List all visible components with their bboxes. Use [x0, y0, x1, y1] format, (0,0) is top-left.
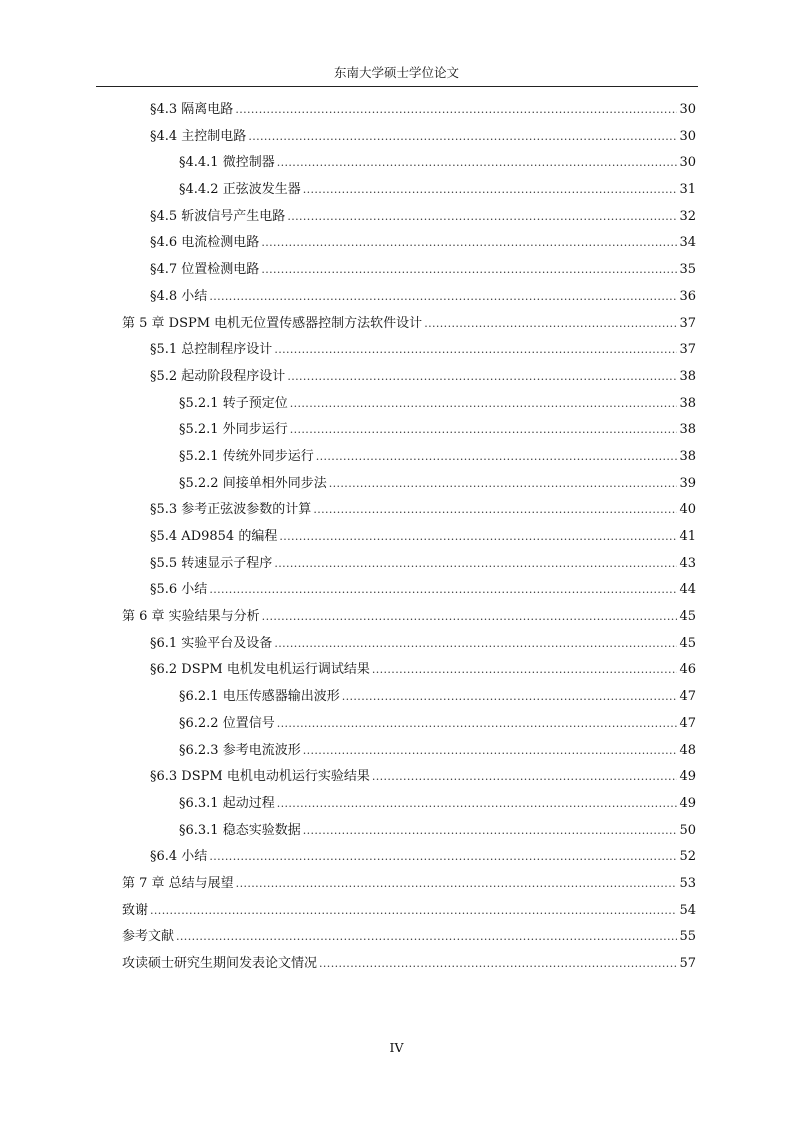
toc-entry[interactable]	[0, 634, 793, 661]
toc-entry[interactable]	[0, 367, 793, 394]
toc-entry[interactable]	[0, 420, 793, 447]
toc-entry[interactable]	[0, 260, 793, 287]
toc-entry-title: §6.2.1 电压传感器输出波形	[179, 689, 340, 705]
toc-dot-leader	[290, 420, 678, 440]
toc-dot-leader	[248, 127, 677, 147]
toc-entry-page: 48	[679, 742, 696, 758]
toc-entry-page: 50	[679, 822, 696, 838]
toc-entry-title: §4.4.1 微控制器	[179, 155, 275, 171]
toc-dot-leader	[209, 847, 677, 867]
toc-entry-page: 40	[679, 502, 696, 518]
toc-entry[interactable]	[0, 794, 793, 821]
toc-entry-title: §6.1 实验平台及设备	[150, 635, 273, 651]
toc-dot-leader	[329, 474, 678, 494]
toc-dot-leader	[209, 287, 677, 307]
toc-entry-page: 35	[679, 262, 696, 278]
toc-dot-leader	[274, 340, 677, 360]
toc-dot-leader	[209, 580, 677, 600]
toc-entry-title: §4.6 电流检测电路	[150, 235, 260, 251]
toc-entry-title: §5.1 总控制程序设计	[150, 342, 273, 358]
toc-dot-leader	[261, 233, 677, 253]
toc-entry-page: 38	[679, 368, 696, 384]
toc-dot-leader	[277, 153, 678, 173]
toc-entry-page: 55	[679, 929, 696, 945]
toc-entry[interactable]	[0, 287, 793, 314]
toc-dot-leader	[303, 741, 678, 761]
toc-entry-title: §6.4 小结	[150, 849, 208, 865]
toc-entry[interactable]	[0, 874, 793, 901]
toc-dot-leader	[372, 767, 678, 787]
toc-entry[interactable]	[0, 554, 793, 581]
toc-entry-page: 54	[679, 902, 696, 918]
toc-entry-page: 30	[679, 155, 696, 171]
toc-entry[interactable]	[0, 447, 793, 474]
toc-dot-leader	[176, 927, 677, 947]
toc-entry-page: 49	[679, 795, 696, 811]
toc-dot-leader	[236, 874, 678, 894]
toc-entry-page: 44	[679, 582, 696, 598]
toc-entry-title: §4.8 小结	[150, 288, 208, 304]
toc-dot-leader	[290, 394, 678, 414]
toc-entry[interactable]	[0, 767, 793, 794]
toc-entry-title: §4.4 主控制电路	[150, 128, 247, 144]
toc-entry[interactable]	[0, 180, 793, 207]
toc-entry-page: 52	[679, 849, 696, 865]
toc-entry[interactable]	[0, 474, 793, 501]
toc-entry[interactable]	[0, 927, 793, 954]
toc-entry[interactable]	[0, 847, 793, 874]
toc-entry-title: 第 6 章 实验结果与分析	[122, 609, 260, 625]
toc-entry[interactable]	[0, 233, 793, 260]
toc-entry-title: §6.2.3 参考电流波形	[179, 742, 301, 758]
toc-dot-leader	[316, 447, 678, 467]
header-rule	[96, 86, 698, 87]
toc-entry-page: 47	[679, 715, 696, 731]
toc-dot-leader	[274, 634, 677, 654]
toc-entry-page: 57	[679, 956, 696, 971]
toc-entry-title: §5.2.1 传统外同步运行	[179, 448, 314, 464]
toc-dot-leader	[274, 554, 677, 574]
toc-entry[interactable]	[0, 527, 793, 554]
toc-entry-page: 31	[679, 182, 696, 198]
toc-entry-title: §6.3 DSPM 电机电动机运行实验结果	[150, 769, 370, 785]
toc-entry-page: 46	[679, 662, 696, 678]
toc-entry[interactable]	[0, 821, 793, 848]
toc-entry[interactable]	[0, 153, 793, 180]
toc-entry-title: 攻读硕士研究生期间发表论文情况	[122, 956, 318, 971]
toc-entry-title: §5.2.2 间接单相外同步法	[179, 475, 327, 491]
toc-entry[interactable]	[0, 901, 793, 928]
toc-entry-page: 49	[679, 769, 696, 785]
toc-entry-title: §5.2 起动阶段程序设计	[150, 368, 286, 384]
toc-entry[interactable]	[0, 314, 793, 341]
toc-entry-title: §4.4.2 正弦波发生器	[179, 182, 301, 198]
toc-dot-leader	[287, 207, 677, 227]
toc-entry[interactable]	[0, 207, 793, 234]
table-of-contents	[0, 100, 793, 981]
toc-entry-title: §5.3 参考正弦波参数的计算	[150, 502, 312, 518]
toc-entry-title: 参考文献	[122, 929, 175, 945]
toc-entry[interactable]	[0, 687, 793, 714]
toc-entry[interactable]	[0, 394, 793, 421]
toc-entry-page: 45	[679, 635, 696, 651]
toc-dot-leader	[424, 314, 677, 334]
toc-dot-leader	[319, 954, 677, 974]
toc-entry-title: §4.3 隔离电路	[150, 102, 234, 117]
toc-entry-page: 30	[679, 128, 696, 144]
toc-entry-page: 47	[679, 689, 696, 705]
toc-entry-page: 39	[679, 475, 696, 491]
toc-dot-leader	[342, 687, 678, 707]
toc-entry[interactable]	[0, 660, 793, 687]
toc-dot-leader	[277, 714, 678, 734]
toc-dot-leader	[372, 660, 678, 680]
toc-entry-title: §5.2.1 转子预定位	[179, 395, 288, 411]
toc-dot-leader	[235, 100, 677, 120]
toc-entry-title: §6.2 DSPM 电机发电机运行调试结果	[150, 662, 370, 678]
toc-dot-leader	[150, 901, 677, 921]
toc-entry-page: 38	[679, 422, 696, 438]
toc-entry-page: 37	[679, 342, 696, 358]
toc-entry-page: 32	[679, 208, 696, 224]
toc-entry-title: 第 7 章 总结与展望	[122, 875, 234, 891]
toc-entry-title: 第 5 章 DSPM 电机无位置传感器控制方法软件设计	[122, 315, 423, 331]
toc-entry[interactable]	[0, 954, 793, 981]
toc-entry-title: §4.5 斩波信号产生电路	[150, 208, 286, 224]
toc-entry-page: 41	[679, 529, 696, 544]
toc-dot-leader	[261, 260, 677, 280]
toc-entry-title: §5.6 小结	[150, 582, 208, 598]
toc-dot-leader	[262, 607, 678, 627]
toc-entry[interactable]	[0, 340, 793, 367]
page-number: IV	[389, 1040, 404, 1055]
toc-dot-leader	[313, 500, 677, 520]
toc-dot-leader	[287, 367, 677, 387]
toc-entry-page: 36	[679, 288, 696, 304]
toc-entry-page: 45	[679, 609, 696, 625]
toc-entry[interactable]	[0, 100, 793, 127]
toc-entry-title: §5.4 AD9854 的编程	[150, 529, 278, 544]
toc-entry-page: 37	[679, 315, 696, 331]
toc-entry[interactable]	[0, 714, 793, 741]
toc-entry-page: 34	[679, 235, 696, 251]
toc-entry-title: §6.2.2 位置信号	[179, 715, 275, 731]
toc-entry-page: 53	[679, 875, 696, 891]
toc-entry-title: §6.3.1 稳态实验数据	[179, 822, 301, 838]
toc-dot-leader	[303, 180, 678, 200]
toc-entry[interactable]	[0, 607, 793, 634]
toc-entry-title: §4.7 位置检测电路	[150, 262, 260, 278]
toc-entry-title: §5.5 转速显示子程序	[150, 555, 273, 571]
toc-entry[interactable]	[0, 741, 793, 768]
toc-dot-leader	[303, 821, 678, 841]
toc-entry-title: §6.3.1 起动过程	[179, 795, 275, 811]
toc-entry[interactable]	[0, 127, 793, 154]
toc-entry-page: 43	[679, 555, 696, 571]
toc-dot-leader	[277, 794, 678, 814]
toc-entry[interactable]	[0, 500, 793, 527]
running-header: 东南大学硕士学位论文	[333, 65, 459, 80]
toc-entry-title: §5.2.1 外同步运行	[179, 422, 288, 438]
toc-entry[interactable]	[0, 580, 793, 607]
toc-dot-leader	[279, 527, 677, 547]
toc-entry-page: 30	[679, 102, 696, 117]
toc-entry-title: 致谢	[122, 902, 149, 918]
toc-entry-page: 38	[679, 448, 696, 464]
toc-entry-page: 38	[679, 395, 696, 411]
